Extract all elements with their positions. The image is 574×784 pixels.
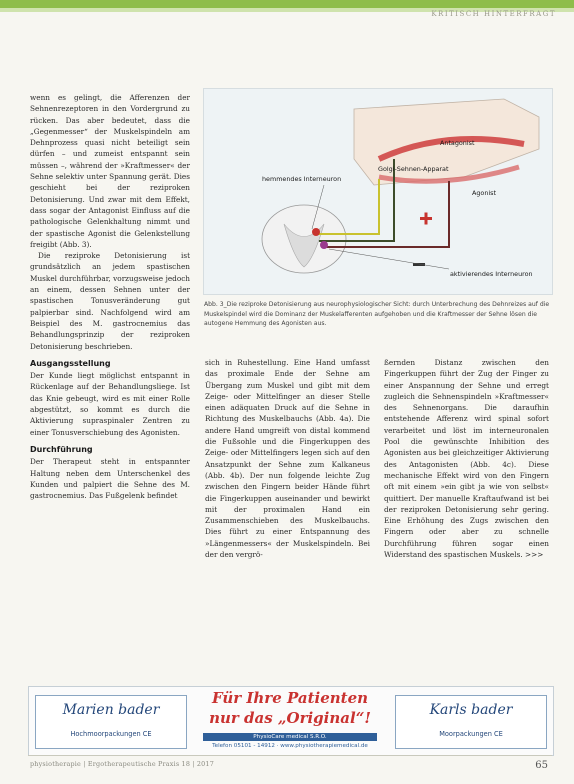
figure-diagram [203, 88, 553, 295]
inhibitory-neuron-dot [312, 228, 320, 236]
ad-logo-left [35, 695, 187, 749]
paragraph-durchfuehrung: Der Therapeut steht in entspannter Haltung neben dem Unterschenkel des Kunden und palpiert die Sehne des M. gastrocnemius. Das Fußgelenk befindet [30, 457, 190, 501]
activating-neuron-dot [320, 241, 328, 249]
column-3-text [384, 357, 549, 560]
ad-slogan-line-1: Für Ihre Patienten [211, 689, 369, 707]
heading-ausgangsstellung: Ausgangsstellung [30, 358, 111, 368]
text-column-2 [205, 357, 370, 560]
column-3-body: ßernden Distanz zwischen den Fingerkuppen führt der Zug der Finger zu einer Anspannung der Sehne und erregt zugleich die Sehnenspindeln »Kraftmesser« des Sehnenorgans. Die daraufhin entstehende Afferenz wird spinal sofort verarbeitet und löst im interneuronalen Pool die gewünschte Inhibition des Agonisten aus bei gleichzeitiger Aktivierung des Antagonisten (Abb. 4c). Diese mechanische Effekt wird von den Fingern oft mit einem »ein gibt ja wie von selbst« quittiert. Der manuelle Kraftaufwand ist bei der reziproken Detonisierung sehr gering. Eine Erhöhung des Zugs zwischen den Fingern oder aber zu schnelle Durchführung führen sogar einen Widerstand des spastischen Muskels. [384, 358, 549, 560]
ad-logo-right [395, 695, 547, 749]
continued-marker: >>> [524, 550, 544, 560]
text-column-1 [30, 92, 190, 501]
ad-slogan-line-2: nur das „Original“! [209, 709, 371, 727]
text-column-3 [384, 357, 549, 560]
section-label: KRITISCH HINTERFRAGT [431, 10, 556, 18]
page-number: 65 [535, 760, 548, 771]
marienbader-logo: Marien bader [62, 702, 160, 718]
label-hemmendes: hemmendes Interneuron [262, 175, 342, 183]
karlsbader-logo: Karls bader [429, 702, 513, 718]
figure-caption: Abb. 3_Die reziproke Detonisierung aus neurophysiologischer Sicht: durch Unterbrechung des Dehnreizes auf die Muskelspindel wird die Dominanz der Muskelafferenten aufgehoben und die Kraftmesser der Sehne lösen die autogene Hemmung des Agonisten aus. [204, 301, 550, 328]
neuro-diagram [204, 89, 552, 294]
column-2-text: sich in Ruhestellung. Eine Hand umfasst das proximale Ende der Sehne am Übergang zum Muskel und gibt mit dem Zeige- oder Mittelfinger an dieser Stelle einen adäquaten Druck auf die Sehne in Richtung des Muskelbauchs (Abb. 4a). Die andere Hand umgreift von distal kommend die Fußsohle und die Fingerkuppen des Zeige- oder Mittelfingers legen sich auf den Ansatzpunkt der Sehne zum Kalkaneus (Abb. 4b). Der nun folgende leichte Zug zwischen den Fingern beider Hände führt die Fingerkuppen auseinander und bewirkt mit der proximalen Hand ein Zusammenschieben des Muskelbauchs. Dies führt zu einer Entspannung des »Längenmessers« der Muskelspindeln. Bei der den vergrö- [205, 358, 370, 560]
ad-contact: Telefon 05101 - 14912 · www.physiotherapiemedical.de [212, 743, 368, 749]
paragraph-ausgangsstellung: Der Kunde liegt möglichst entspannt in Rückenlage auf der Behandlungsliege. Ist das Knie gebeugt, wird es mit einer Rolle abgestützt, so kommt es durch die Aktivierung supraspinaler Zentren zu einer Tonusverschiebung des Agonisten. [30, 371, 190, 437]
footer-divider [28, 755, 552, 756]
label-agonist: Agonist [472, 189, 496, 197]
karlsbader-subtitle: Moorpackungen CE [439, 730, 503, 738]
heading-durchfuehrung: Durchführung [30, 444, 93, 454]
top-accent-bar [0, 0, 574, 8]
intro-paragraph: wenn es gelingt, die Afferenzen der Sehnenrezeptoren in den Vordergrund zu rücken. Das aber bedeutet, dass die „Gegenmesser“ der Muskelspindeln am Dehnprozess quasi nicht beteiligt sein dürfen – und zumeist entspannt sein müssen –, während der »Kraftmesser« der Sehne selektiv unter Spannung gerät. Dies geschieht bei der reziproken Detonisierung. Und zwar mit dem Effekt, dass sogar der Antagonist Einfluss auf die pathologische Gelenkhaltung nimmt und der spastische Agonist die Gelenkstellung freigibt (Abb. 3). [30, 93, 190, 249]
plus-sign-v [425, 213, 428, 225]
footer-publication: physiotherapie | Ergotherapeutische Praxis 18 | 2017 [30, 760, 214, 768]
paragraph-2: Die reziproke Detonisierung ist grundsätzlich an jedem spastischen Muskel durchführbar, vorzugsweise jedoch an einem, dessen Sehnen unter der spastischen Tonusveränderung gut palpierbar sind. Nachfolgend wird am Beispiel des M. gastrocnemius das Behandlungsprinzip der reziproken Detonisierung beschrieben. [30, 251, 190, 351]
advertisement-banner[interactable] [28, 686, 554, 756]
marienbader-subtitle: Hochmoorpackungen CE [70, 730, 152, 738]
ad-company-name: PhysioCare medical S.R.O. [203, 733, 377, 741]
label-antagonist: Antagonist [440, 139, 475, 147]
label-golgi: Golgi-Sehnen-Apparat [378, 165, 449, 173]
leader-line-aktivierendes [329, 249, 449, 269]
ad-center [195, 689, 385, 753]
label-aktivierendes: aktivierendes Interneuron [450, 270, 533, 278]
